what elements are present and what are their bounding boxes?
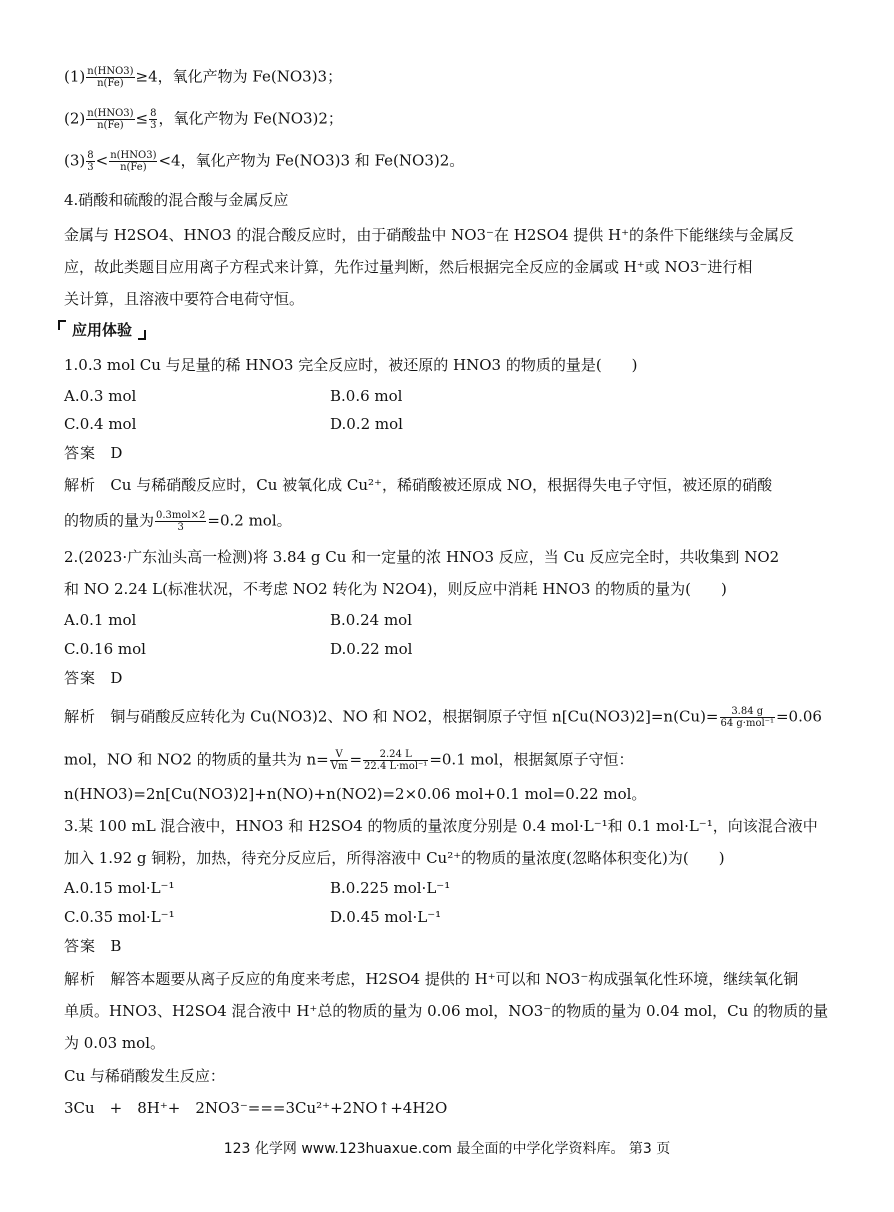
eight-thirds-fraction: $\frac{8}{3}$ xyxy=(150,108,157,131)
question-1-stem: 1.0.3 mol Cu 与足量的稀 HNO3 完全反应时，被还原的 HNO3 的物质的量是( ) xyxy=(64,356,638,374)
question-2-stem: 2.(2023·广东汕头高一检测)将 3.84 g Cu 和一定量的浓 HNO3 反应，当 Cu 反应完全时，共收集到 NO2 xyxy=(64,548,780,566)
tag-label: 应用体验 xyxy=(72,321,133,339)
page-footer: 123 化学网 www.123huaxue.com 最全面的中学化学资料库。 第3 页 xyxy=(223,1141,671,1157)
q3-option-a: A.0.15 mol·L⁻¹ xyxy=(64,879,175,897)
analysis-label: 解析 xyxy=(64,707,97,726)
q1-option-c: C.0.4 mol xyxy=(64,415,137,433)
calc-fraction: $\frac{2.24 L}{\text{22.4 L·mol⁻¹}}$ xyxy=(364,749,428,772)
q1-answer xyxy=(64,443,122,463)
condition-index: (1) xyxy=(64,67,86,86)
answer-label: 答案 xyxy=(64,669,97,687)
calc-fraction: $\frac{3.84 g}{\text{64 g·mol⁻¹}}$ xyxy=(720,706,774,729)
q3-option-d: D.0.45 mol·L⁻¹ xyxy=(330,908,442,926)
condition-text: ≥4，氧化产物为 Fe(NO3)3； xyxy=(135,67,343,86)
q2-analysis-line: mol，NO 和 NO2 的物质的量共为 n= $\frac{V}{Vm}$ = $\frac{2.24 L}{\text{22.4 L·mol⁻¹}}$ =0.1 mol，根据氮原子守恒： xyxy=(64,749,634,772)
condition-text: <4，氧化产物为 Fe(NO3)3 和 Fe(NO3)2。 xyxy=(158,151,465,170)
ratio-fraction: $\frac{\text{n(HNO3)}}{n(Fe)}$ xyxy=(87,66,134,89)
q1-option-d: D.0.2 mol xyxy=(330,415,403,433)
answer-label: 答案 xyxy=(64,937,97,955)
q2-option-b: B.0.24 mol xyxy=(330,611,413,629)
condition-1 xyxy=(64,66,342,89)
paragraph-line: 金属与 H2SO4、HNO3 的混合酸反应时，由于硝酸盐中 NO3⁻在 H2SO4 提供 H⁺的条件下能继续与金属反 xyxy=(64,226,795,244)
bracket-right-icon xyxy=(138,330,146,340)
ratio-fraction: $\frac{\text{n(HNO3)}}{n(Fe)}$ xyxy=(87,108,134,131)
paragraph-line: 应，故此类题目应用离子方程式来计算，先作过量判断，然后根据完全反应的金属或 H⁺或 NO3⁻进行相 xyxy=(64,258,753,276)
q3-analysis-line: 单质。HNO3、H2SO4 混合液中 H⁺总的物质的量为 0.06 mol，NO3⁻的物质的量为 0.04 mol，Cu 的物质的量 xyxy=(64,1002,829,1020)
question-3-stem: 加入 1.92 g 铜粉，加热，待充分反应后，所得溶液中 Cu²⁺的物质的量浓度(忽略体积变化)为( ) xyxy=(64,849,725,867)
answer-value: B xyxy=(110,937,122,955)
bracket-left-icon xyxy=(58,320,66,330)
eight-thirds-fraction: $\frac{8}{3}$ xyxy=(87,150,94,173)
calc-fraction: $\frac{V}{Vm}$ xyxy=(330,749,348,772)
q2-option-a: A.0.1 mol xyxy=(64,611,137,629)
q1-option-a: A.0.3 mol xyxy=(64,387,137,405)
q1-analysis-line: 解析 Cu 与稀硝酸反应时，Cu 被氧化成 Cu²⁺，稀硝酸被还原成 NO，根据得失电子守恒，被还原的硝酸 xyxy=(64,476,773,494)
answer-value: D xyxy=(110,444,123,462)
paragraph-line: 关计算，且溶液中要符合电荷守恒。 xyxy=(64,290,305,308)
analysis-label: 解析 xyxy=(64,476,97,494)
section-heading: 4.硝酸和硫酸的混合酸与金属反应 xyxy=(64,191,289,209)
answer-value: D xyxy=(110,669,123,687)
q2-analysis-line: n(HNO3)=2n[Cu(NO3)2]+n(NO)+n(NO2)=2×0.06 mol+0.1 mol=0.22 mol。 xyxy=(64,785,647,803)
section-tag xyxy=(58,320,146,340)
q3-analysis-line: 为 0.03 mol。 xyxy=(64,1034,165,1052)
condition-text: ，氧化产物为 Fe(NO3)2； xyxy=(158,109,343,128)
q1-option-b: B.0.6 mol xyxy=(330,387,403,405)
q2-answer xyxy=(64,668,122,688)
q1-analysis-line: 的物质的量为 $\frac{\text{0.3mol×2}}{3}$ =0.2 mol。 xyxy=(64,510,292,533)
answer-label: 答案 xyxy=(64,444,97,462)
question-3-stem: 3.某 100 mL 混合液中，HNO3 和 H2SO4 的物质的量浓度分别是 0.4 mol·L⁻¹和 0.1 mol·L⁻¹，向该混合液中 xyxy=(64,817,818,835)
analysis-label: 解析 xyxy=(64,970,97,988)
q2-analysis-line: 解析 铜与硝酸反应转化为 Cu(NO3)2、NO 和 NO2，根据铜原子守恒 n[Cu(NO3)2]=n(Cu)= $\frac{3.84 g}{\text{64 g·mol⁻¹}}$ =0.06 xyxy=(64,706,822,729)
condition-2: (2) $\frac{\text{n(HNO3)}}{n(Fe)}$ ≤ $\frac{8}{3}$ ，氧化产物为 Fe(NO3)2； xyxy=(64,108,343,131)
ratio-fraction: $\frac{\text{n(HNO3)}}{n(Fe)}$ xyxy=(110,150,157,173)
q3-answer xyxy=(64,936,121,956)
q2-option-d: D.0.22 mol xyxy=(330,640,413,658)
q3-analysis-line: 解析 解答本题要从离子反应的角度来考虑，H2SO4 提供的 H⁺可以和 NO3⁻构成强氧化性环境，继续氧化铜 xyxy=(64,970,799,988)
calc-fraction: $\frac{\text{0.3mol×2}}{3}$ xyxy=(156,510,206,533)
q3-option-c: C.0.35 mol·L⁻¹ xyxy=(64,908,175,926)
q3-analysis-line: Cu 与稀硝酸发生反应： xyxy=(64,1067,225,1085)
condition-index: (2) xyxy=(64,109,86,128)
q2-option-c: C.0.16 mol xyxy=(64,640,146,658)
question-2-stem: 和 NO 2.24 L(标准状况，不考虑 NO2 转化为 N2O4)，则反应中消耗 HNO3 的物质的量为( ) xyxy=(64,580,727,598)
condition-3: (3) $\frac{8}{3}$ < $\frac{\text{n(HNO3)}}{n(Fe)}$ <4，氧化产物为 Fe(NO3)3 和 Fe(NO3)2。 xyxy=(64,150,465,173)
reaction-equation: 3Cu + 8H⁺+ 2NO3⁻===3Cu²⁺+2NO↑+4H2O xyxy=(64,1099,448,1117)
condition-index: (3) xyxy=(64,151,86,170)
q3-option-b: B.0.225 mol·L⁻¹ xyxy=(330,879,451,897)
